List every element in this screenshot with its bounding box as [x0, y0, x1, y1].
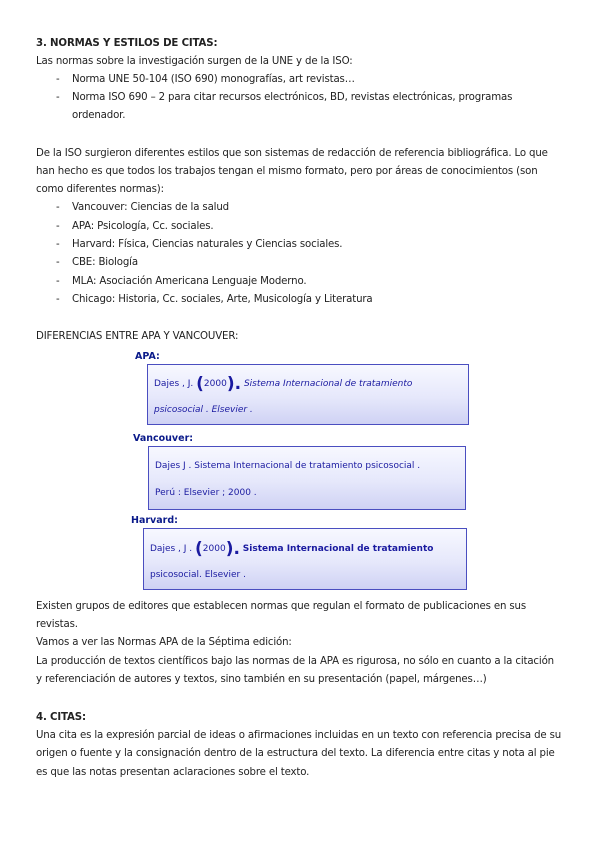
harvard-author: Dajes , J .	[150, 544, 195, 554]
after-line-3: Vamos a ver las Normas APA de la Séptima edición:	[36, 637, 292, 648]
harvard-year: 2000	[202, 544, 226, 554]
list-dash: -	[56, 257, 60, 268]
apa-title: Sistema Internacional de tratamiento	[243, 379, 413, 389]
after-line-5: y referenciación de autores y textos, sino también en su presentación (papel, márgenes…)	[36, 674, 487, 685]
harvard-label: Harvard:	[131, 515, 178, 526]
style-chicago: Chicago: Historia, Cc. sociales, Arte, Musicología y Literatura	[72, 294, 373, 305]
open-paren: (	[196, 374, 204, 394]
list-dash: -	[56, 294, 60, 305]
citas-line-1: Una cita es la expresión parcial de ideas o afirmaciones incluidas en un texto con referencia precisa de su	[36, 730, 562, 741]
vancouver-label: Vancouver:	[133, 433, 194, 444]
list-dash: -	[56, 239, 60, 250]
style-harvard: Harvard: Física, Ciencias naturales y Ciencias sociales.	[72, 239, 343, 250]
style-vancouver: Vancouver: Ciencias de la salud	[72, 202, 229, 213]
differences-heading: DIFERENCIAS ENTRE APA Y VANCOUVER:	[36, 331, 239, 342]
citas-line-3: es que las notas presentan aclaraciones sobre el texto.	[36, 767, 310, 778]
section-4-heading: 4. CITAS:	[36, 712, 86, 723]
open-paren: (	[195, 539, 203, 559]
harvard-title: Sistema Internacional de tratamiento	[242, 544, 434, 554]
citas-line-2: origen o fuente y la consignación dentro de la estructura del texto. La diferencia entre citas y nota al pie	[36, 748, 555, 759]
after-line-2: revistas.	[36, 619, 78, 630]
list-dash: -	[56, 276, 60, 287]
vancouver-example-box	[148, 446, 466, 510]
styles-para-2: han hecho es que todos los trabajos tengan el mismo formato, pero por áreas de conocimientos (son	[36, 166, 538, 177]
apa-example-box	[147, 364, 469, 425]
apa-year: 2000	[203, 379, 227, 389]
close-paren: ).	[226, 374, 242, 394]
style-cbe: CBE: Biología	[72, 257, 138, 268]
apa-author: Dajes , J.	[154, 379, 197, 389]
section-3-heading: 3. NORMAS Y ESTILOS DE CITAS:	[36, 38, 218, 49]
style-apa: APA: Psicología, Cc. sociales.	[72, 221, 214, 232]
list-dash: -	[56, 202, 60, 213]
harvard-line-2: psicosocial. Elsevier .	[150, 570, 246, 580]
norm-1: Norma UNE 50-104 (ISO 690) monografías, art revistas…	[72, 74, 355, 85]
after-line-1: Existen grupos de editores que establecen normas que regulan el formato de publicaciones en sus	[36, 601, 526, 612]
apa-line-2: psicosocial . Elsevier .	[154, 405, 253, 415]
list-dash: -	[56, 221, 60, 232]
vancouver-line-1: Dajes J . Sistema Internacional de tratamiento psicosocial .	[155, 461, 421, 471]
norm-2: Norma ISO 690 – 2 para citar recursos electrónicos, BD, revistas electrónicas, programas	[72, 92, 513, 103]
after-line-4: La producción de textos científicos bajo las normas de la APA es rigurosa, no sólo en cuanto a la citación	[36, 656, 554, 667]
list-dash: -	[56, 92, 60, 103]
close-paren: ).	[225, 539, 240, 559]
apa-label: APA:	[135, 351, 160, 362]
styles-para-1: De la ISO surgieron diferentes estilos que son sistemas de redacción de referencia bibliográfica. Lo que	[36, 148, 548, 159]
harvard-example-box	[143, 528, 467, 590]
vancouver-line-2: Perú : Elsevier ; 2000 .	[155, 488, 257, 498]
norms-intro: Las normas sobre la investigación surgen de la UNE y de la ISO:	[36, 56, 353, 67]
styles-para-3: como diferentes normas):	[36, 184, 164, 195]
style-mla: MLA: Asociación Americana Lenguaje Moderno.	[72, 276, 307, 287]
list-dash: -	[56, 74, 60, 85]
norm-2-cont: ordenador.	[72, 110, 126, 121]
